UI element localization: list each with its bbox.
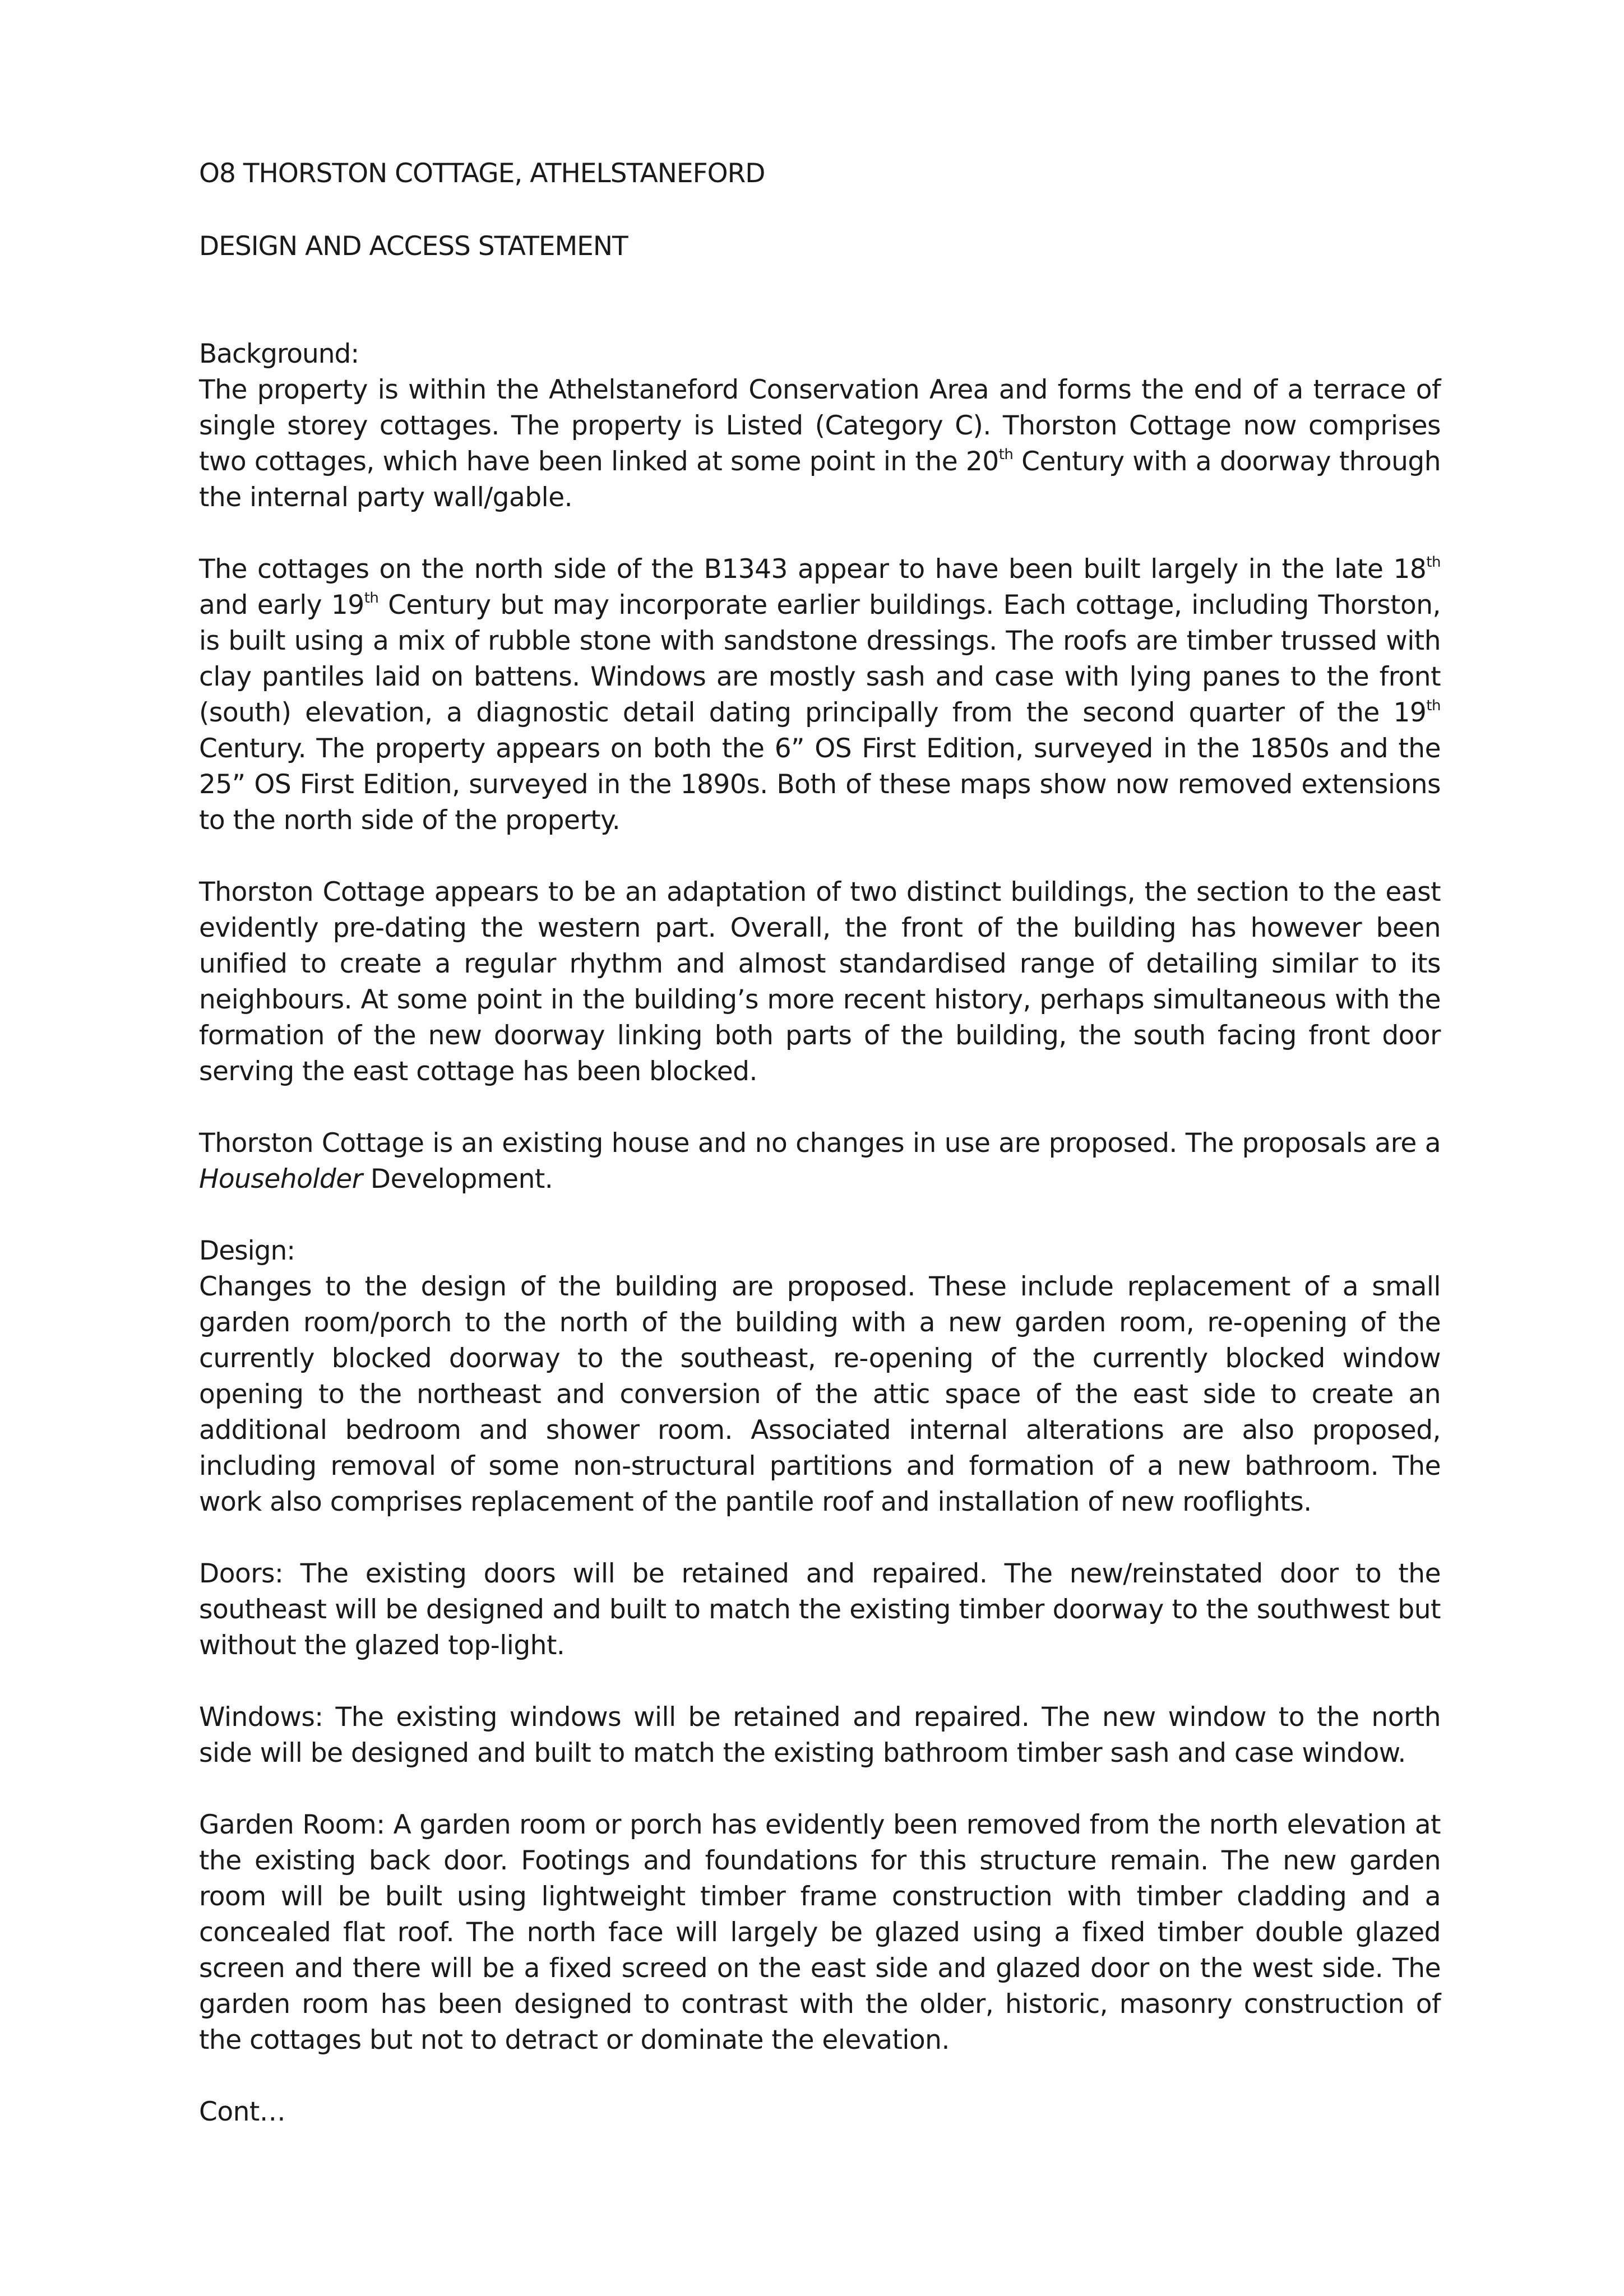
background-paragraph-3: Thorston Cottage appears to be an adaptation of two distinct buildings, the section to the east evidently pre-dating the western part. Overall, the front of the building has however been unified to create a regular rhythm and almost standardised range of detailing similar to its neighbours. At some point in the building’s more recent history, perhaps simultaneous with the formation of the new doorway linking both parts of the building, the south facing front door serving the east cottage has been blocked. [199,877,1441,1087]
text-run: The property is within the Athelstaneford Conservation Area and forms the end of a terrace of single storey cottages. The property is Listed (Category C). Thorston Cottage now comprises two cottages, which have been linked at some point in the 20 [199,374,1441,477]
design-paragraph-1: Changes to the design of the building are proposed. These include replacement of a small garden room/porch to the north of the building with a new garden room, re-opening of the currently blocked doorway to the southeast, re-opening of the currently blocked window opening to the northeast and conversion of the attic space of the east side to create an additional bedroom and shower room. Associated internal alterations are also proposed, including removal of some non-structural partitions and formation of a new bathroom. The work also comprises replacement of the pantile roof and installation of new rooflights. [199,1271,1441,1517]
continued-note: Cont… [199,2096,286,2127]
document-body [199,156,1441,2130]
text-run: Development. [362,1164,553,1195]
text-run: Thorston Cottage is an existing house and no changes in use are proposed. The proposals are a [199,1128,1441,1159]
doors-paragraph: Doors: The existing doors will be retained and repaired. The new/reinstated door to the southeast will be designed and built to match the existing timber doorway to the southwest but without the glazed top-light. [199,1558,1441,1661]
windows-paragraph: Windows: The existing windows will be retained and repaired. The new window to the north side will be designed and built to match the existing bathroom timber sash and case window. [199,1702,1441,1769]
background-heading: Background: [199,339,359,369]
text-run: and early 19 [199,590,364,621]
text-run: The cottages on the north side of the B1343 appear to have been built largely in the late 18 [199,554,1427,585]
background-paragraph-2 [199,552,1441,839]
document-title: O8 THORSTON COTTAGE, ATHELSTANEFORD [199,158,765,189]
design-heading: Design: [199,1235,295,1266]
background-paragraph-4 [199,1126,1441,1197]
background-paragraph-1 [199,372,1441,516]
superscript: th [364,590,379,607]
document-subtitle: DESIGN AND ACCESS STATEMENT [199,231,628,262]
italic-term: Householder [199,1164,363,1195]
garden-room-paragraph: Garden Room: A garden room or porch has evidently been removed from the north elevation at the existing back door. Footings and foundations for this structure remain. The new garden room will be built using lightweight timber frame construction with timber cladding and a concealed flat roof. The north face will largely be glazed using a fixed timber double glazed screen and there will be a fixed screed on the east side and glazed door on the west side. The garden room has been designed to contrast with the older, historic, masonry construction of the cottages but not to detract or dominate the elevation. [199,1809,1441,2056]
text-run: Century but may incorporate earlier buildings. Each cottage, including Thorston, is built using a mix of rubble stone with sandstone dressings. The roofs are timber trussed with clay pantiles laid on battens. Windows are mostly sash and case with lying panes to the front (south) elevation, a diagnostic detail dating principally from the second quarter of the 19 [199,590,1441,728]
superscript: th [1426,697,1441,714]
superscript: th [1426,554,1441,571]
text-run: Century. The property appears on both the 6” OS First Edition, surveyed in the 1850s and the 25” OS First Edition, surveyed in the 1890s. Both of these maps show now removed extensions to the north side of the property. [199,733,1441,836]
superscript: th [998,446,1014,463]
text-run: Century with a doorway through the internal party wall/gable. [199,446,1441,513]
